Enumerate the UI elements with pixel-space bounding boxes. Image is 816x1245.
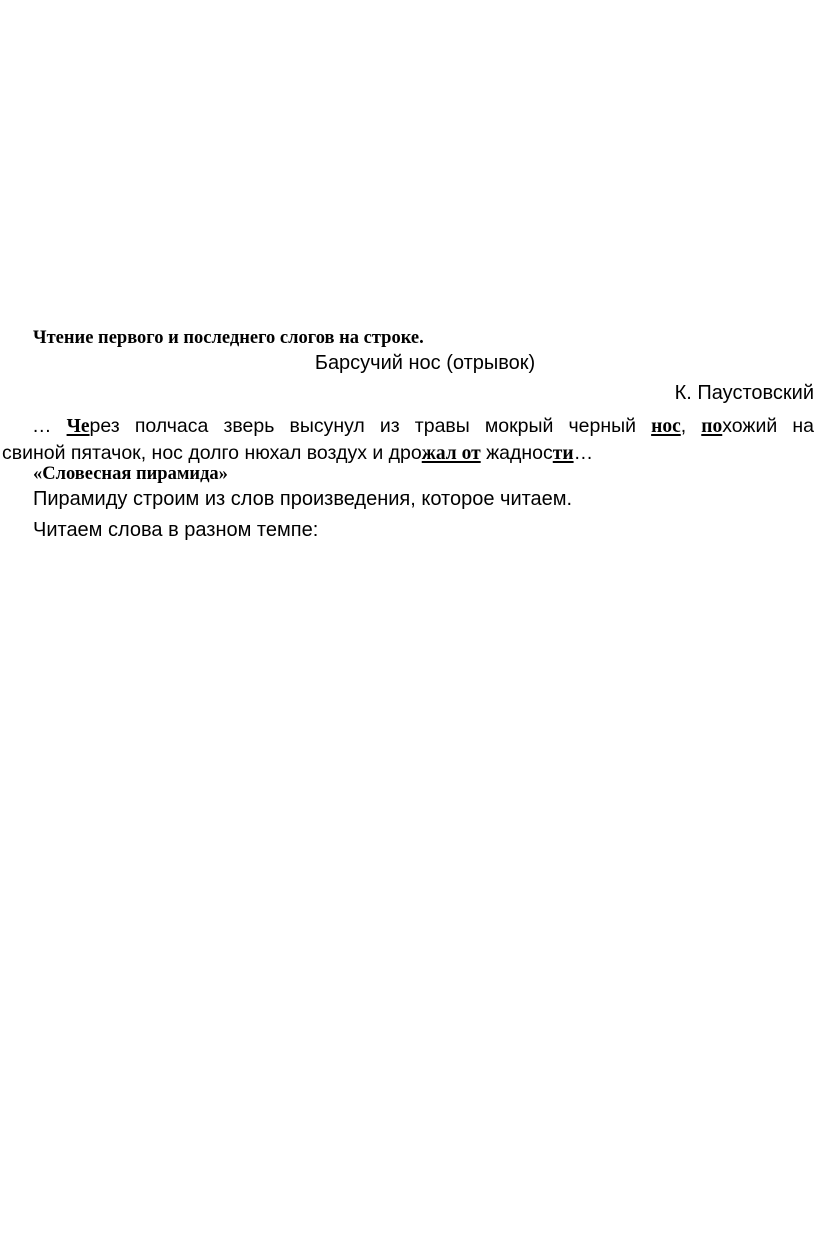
word: мокрый: [484, 415, 554, 437]
word: полчаса: [134, 415, 209, 437]
word: на: [792, 415, 814, 437]
word: зверь: [223, 415, 275, 437]
word: черный: [568, 415, 637, 437]
word: похожий: [701, 415, 778, 437]
highlighted-syllable: по: [701, 416, 723, 437]
excerpt-line-2: свиной пятачок, нос долго нюхал воздух и дрожал от жадности…: [2, 442, 594, 464]
exercise-subheading: «Словесная пирамида»: [33, 464, 228, 484]
word: …: [32, 415, 52, 437]
excerpt-line-1: [2, 413, 814, 440]
highlighted-syllable: нос: [651, 416, 681, 437]
word: высунул: [289, 415, 365, 437]
word: травы: [414, 415, 470, 437]
text-author: К. Паустовский: [674, 382, 814, 404]
excerpt-paragraph: [2, 413, 814, 467]
word: из: [379, 415, 400, 437]
highlighted-syllable: Че: [66, 416, 90, 437]
highlighted-syllable: жал от: [421, 443, 481, 464]
word: нос,: [651, 415, 687, 437]
instruction-text-1: Пирамиду строим из слов произведения, которое читаем.: [33, 488, 573, 510]
instruction-text-2: Читаем слова в разном темпе:: [33, 519, 319, 541]
text-title: Барсучий нос (отрывок): [314, 352, 536, 374]
word: Через: [66, 415, 120, 437]
highlighted-syllable: ти: [552, 443, 574, 464]
exercise-heading: Чтение первого и последнего слогов на строке.: [33, 328, 424, 348]
